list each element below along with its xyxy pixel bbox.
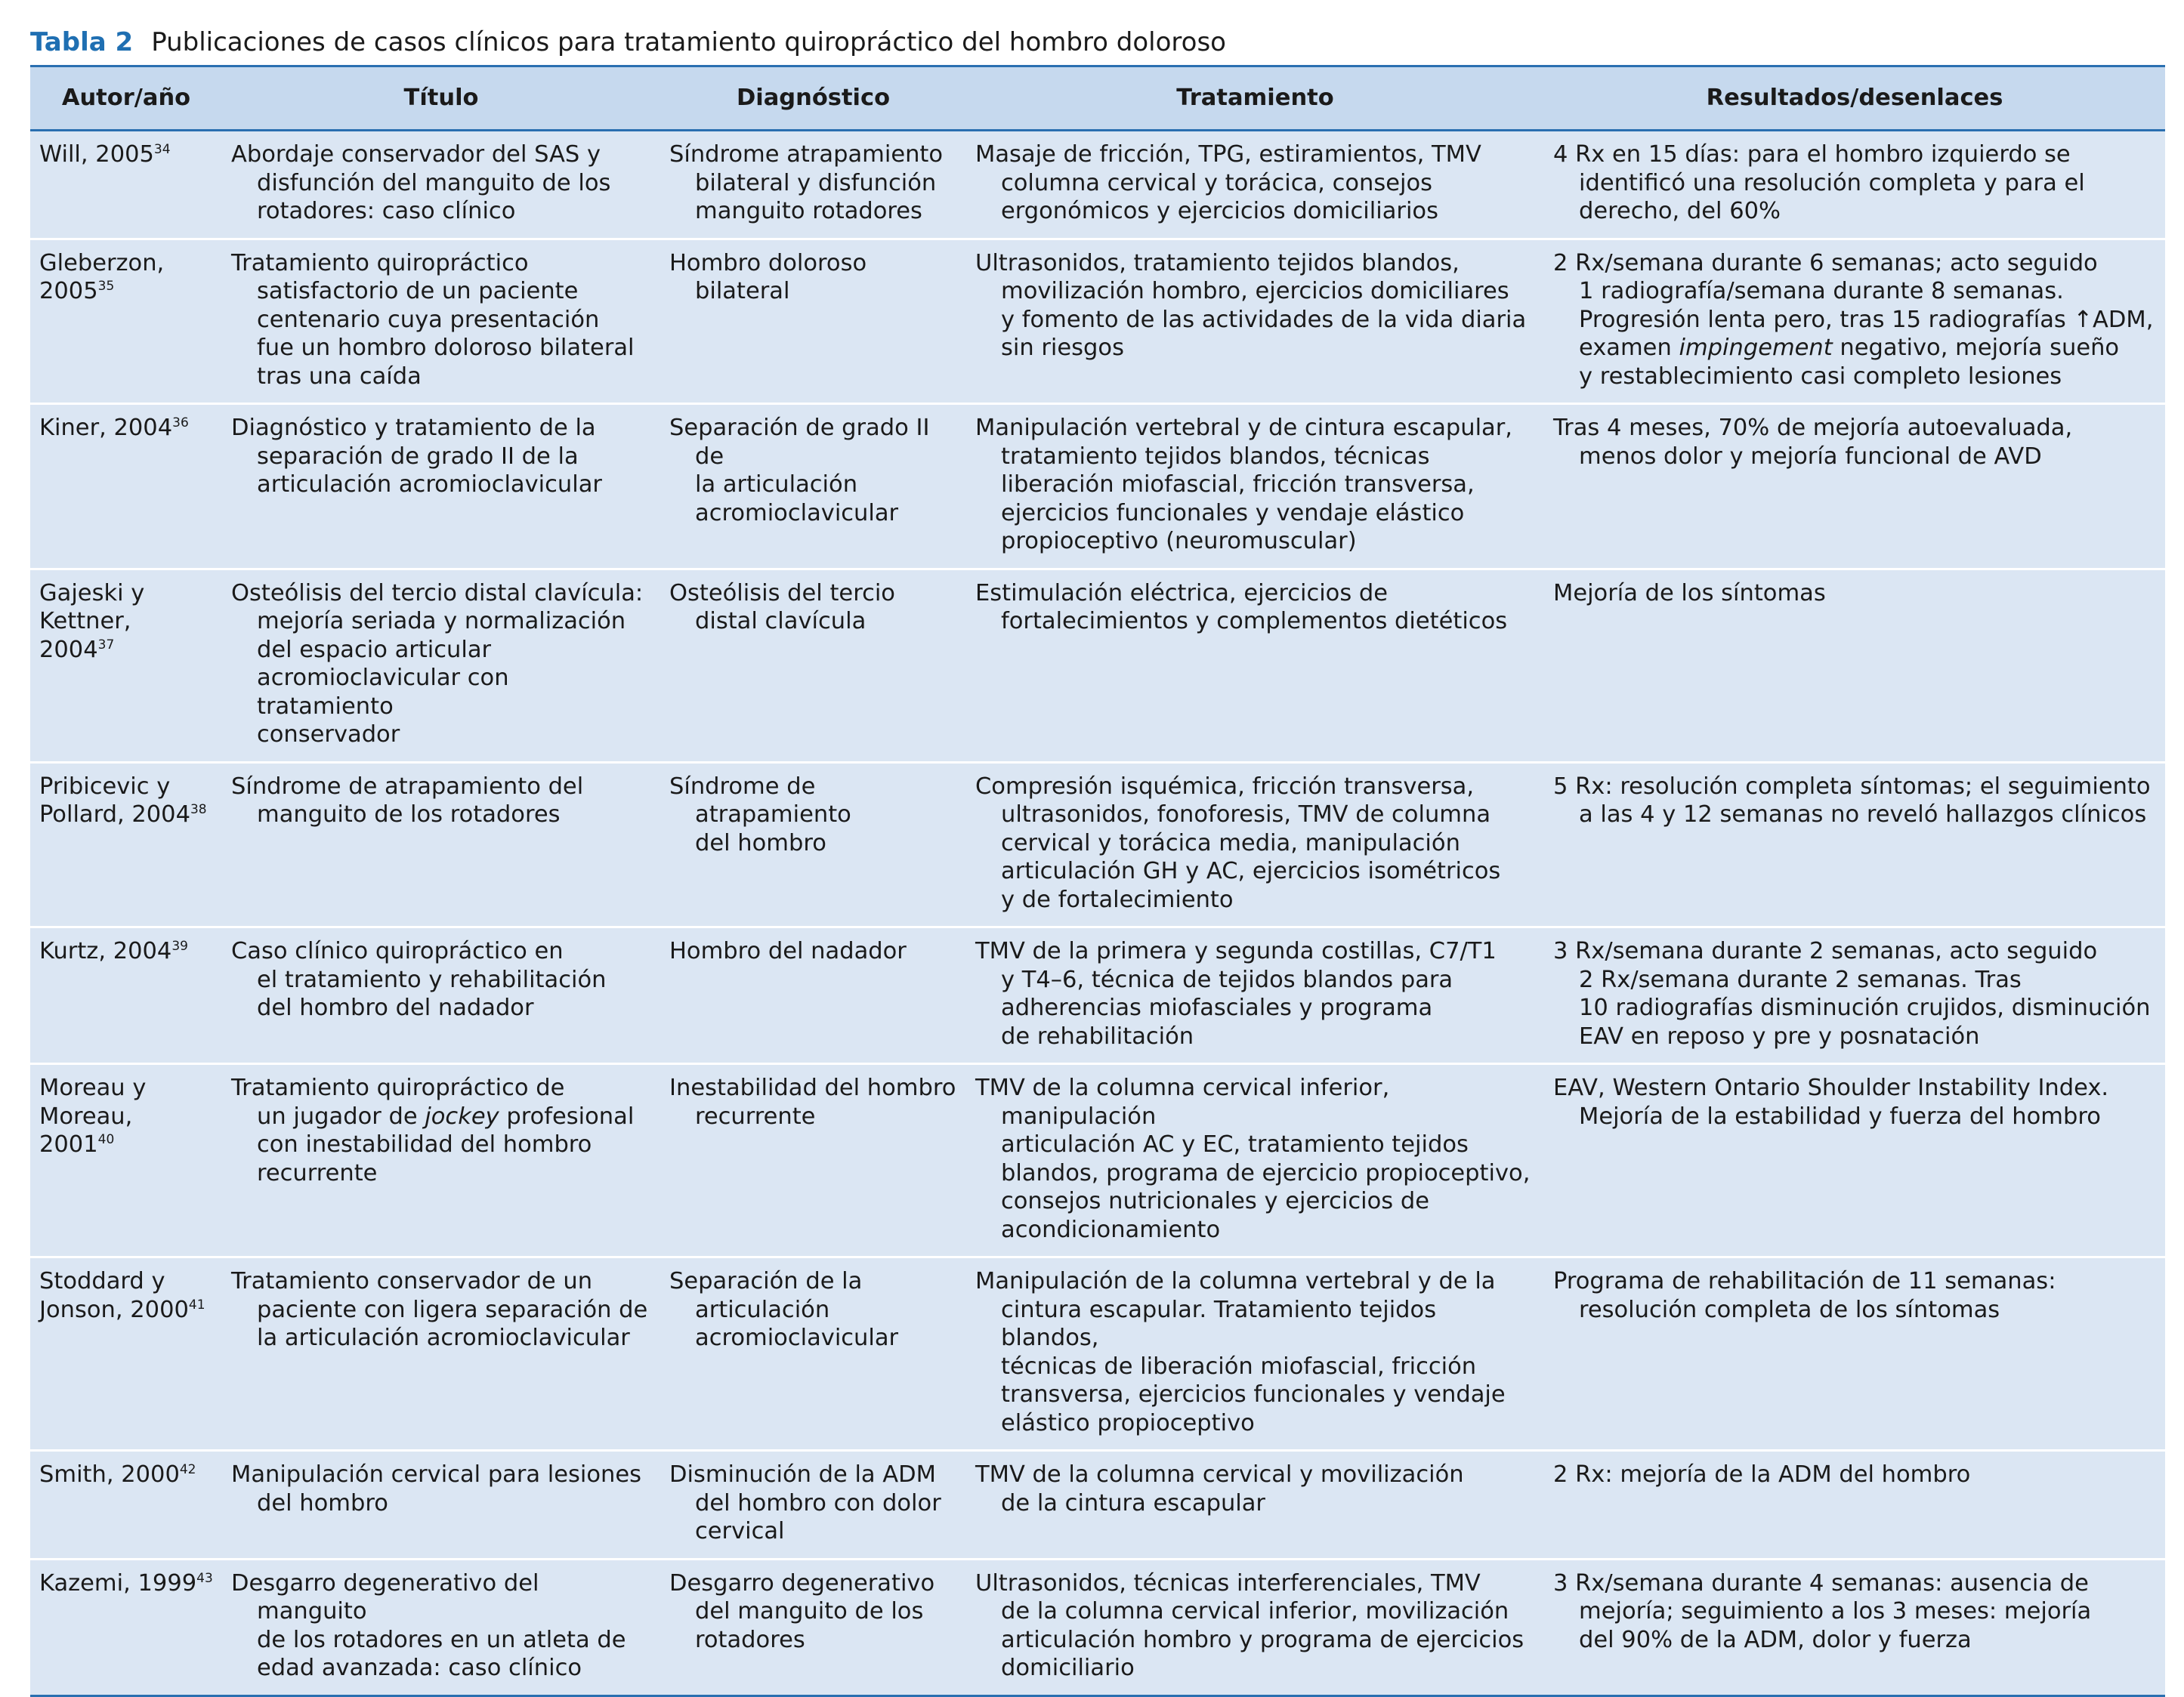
- cell-author-text: [39, 1569, 213, 1598]
- cell-diagnosis: [660, 404, 966, 569]
- table-row: [30, 1257, 2165, 1451]
- reference-number: 43: [196, 1570, 213, 1586]
- cell-diagnosis: [660, 927, 966, 1064]
- cell-author: [30, 927, 222, 1064]
- cell-treatment: [966, 762, 1544, 927]
- author-name: Kiner, 2004: [39, 415, 173, 441]
- cell-results: [1544, 762, 2165, 927]
- cell-author: [30, 1559, 222, 1695]
- cell-treatment: [966, 1257, 1544, 1451]
- cell-diagnosis: [660, 569, 966, 762]
- reference-number: 42: [179, 1461, 196, 1477]
- cell-diagnosis: [660, 1559, 966, 1695]
- cell-title-text: Diagnóstico y tratamiento de la separación de grado II de la articulación acromioclavicular: [231, 415, 602, 498]
- cell-treatment-text: TMV de la columna cervical y movilización de la cintura escapular: [975, 1461, 1464, 1517]
- cell-author-text: [39, 1267, 213, 1324]
- reference-number: 38: [190, 801, 207, 817]
- author-name: Will, 2005: [39, 141, 154, 168]
- cell-title: [222, 1559, 660, 1695]
- cell-title-text: Abordaje conservador del SAS y disfunción del manguito de los rotadores: caso clínico: [231, 141, 611, 224]
- cell-results-text: Mejoría de los síntomas: [1553, 579, 1826, 606]
- cell-diagnosis-text: Separación de grado II de la articulación acromioclavicular: [669, 415, 930, 526]
- column-header-title: Título: [222, 67, 660, 131]
- cell-results: [1544, 1064, 2165, 1257]
- cell-results: [1544, 239, 2165, 404]
- cell-results-text: 3 Rx/semana durante 2 semanas, acto seguido 2 Rx/semana durante 2 semanas. Tras 10 radiografías disminución crujidos, disminución EAV en reposo y pre y posnatación: [1553, 938, 2151, 1050]
- column-header-author: Autor/año: [30, 67, 222, 131]
- cell-title-text: Caso clínico quiropráctico en el tratamiento y rehabilitación del hombro del nadador: [231, 938, 607, 1021]
- cell-treatment: [966, 927, 1544, 1064]
- reference-number: 37: [97, 637, 115, 653]
- text-segment: profesional con inestabilidad del hombro recurrente: [257, 1103, 635, 1186]
- column-header-results: Resultados/desenlaces: [1544, 67, 2165, 131]
- cell-title-text: Tratamiento conservador de un paciente con ligera separación de la articulación acromioclavicular: [231, 1268, 648, 1351]
- cell-title: [222, 762, 660, 927]
- cell-author-text: [39, 579, 213, 665]
- cell-treatment: [966, 1451, 1544, 1560]
- cell-treatment-text: Ultrasonidos, tratamiento tejidos blandos, movilización hombro, ejercicios domiciliares y fomento de las actividades de la vida diaria sin riesgos: [975, 249, 1527, 361]
- table-row: [30, 927, 2165, 1064]
- author-name: Stoddard y Jonson, 2000: [39, 1268, 189, 1323]
- table-row: [30, 131, 2165, 239]
- italic-term: impingement: [1679, 335, 1833, 361]
- cell-results-text: 5 Rx: resolución completa síntomas; el seguimiento a las 4 y 12 semanas no reveló hallazgos clínicos: [1553, 773, 2151, 828]
- cell-diagnosis: [660, 762, 966, 927]
- cell-results: [1544, 1257, 2165, 1451]
- cell-author-text: [39, 1461, 213, 1489]
- cell-treatment: [966, 131, 1544, 239]
- author-name: Pribicevic y Pollard, 2004: [39, 773, 190, 828]
- cell-title: [222, 404, 660, 569]
- cell-results: [1544, 404, 2165, 569]
- cell-diagnosis-text: Separación de la articulación acromioclavicular: [669, 1268, 899, 1351]
- cell-treatment-text: TMV de la columna cervical inferior, manipulación articulación AC y EC, tratamiento tejidos blandos, programa de ejercicio propioceptivo, consejos nutricionales y ejercicios de acondicionamiento: [975, 1075, 1531, 1243]
- cell-diagnosis-text: Osteólisis del tercio distal clavícula: [669, 579, 895, 634]
- cell-author-text: [39, 1074, 213, 1159]
- cell-diagnosis-text: Inestabilidad del hombro recurrente: [669, 1075, 956, 1130]
- cell-title: [222, 131, 660, 239]
- cell-results: [1544, 927, 2165, 1064]
- table-row: [30, 1559, 2165, 1695]
- cell-title-text: Manipulación cervical para lesiones del hombro: [231, 1461, 642, 1517]
- cell-author-text: [39, 937, 213, 966]
- table-row: [30, 762, 2165, 927]
- cell-diagnosis-text: Desgarro degenerativo del manguito de los rotadores: [669, 1569, 935, 1653]
- reference-number: 40: [97, 1131, 115, 1147]
- cell-results-text: Programa de rehabilitación de 11 semanas: resolución completa de los síntomas: [1553, 1268, 2056, 1323]
- cell-diagnosis-text: Disminución de la ADM del hombro con dolor cervical: [669, 1461, 941, 1544]
- table-body: [30, 131, 2165, 1696]
- cell-author: [30, 569, 222, 762]
- cell-title: [222, 239, 660, 404]
- cell-treatment-text: Compresión isquémica, fricción transversa, ultrasonidos, fonoforesis, TMV de columna cervical y torácica media, manipulación articulación GH y AC, ejercicios isométricos y de fortalecimiento: [975, 773, 1501, 913]
- cell-treatment-text: Manipulación de la columna vertebral y de la cintura escapular. Tratamiento tejidos blandos, técnicas de liberación miofascial, fricción transversa, ejercicios funcionales y vendaje elástico propioceptivo: [975, 1268, 1506, 1436]
- cell-results-text: 4 Rx en 15 días: para el hombro izquierdo se identificó una resolución completa y para el derecho, del 60%: [1553, 141, 2085, 224]
- author-name: Smith, 2000: [39, 1461, 180, 1488]
- cell-results-text: EAV, Western Ontario Shoulder Instability Index. Mejoría de la estabilidad y fuerza del hombro: [1553, 1075, 2109, 1130]
- cell-author-text: [39, 249, 213, 306]
- cell-results-text: Tras 4 meses, 70% de mejoría autoevaluada, menos dolor y mejoría funcional de AVD: [1553, 415, 2073, 470]
- cell-diagnosis: [660, 1451, 966, 1560]
- cell-author: [30, 131, 222, 239]
- cell-treatment-text: Ultrasonidos, técnicas interferenciales, TMV de la columna cervical inferior, movilización articulación hombro y programa de ejercicios domiciliario: [975, 1569, 1524, 1681]
- cell-results: [1544, 1451, 2165, 1560]
- cell-treatment: [966, 1559, 1544, 1695]
- text-segment: 2 Rx/semana durante 6 semanas; acto seguido 1 radiografía/semana durante 8 semanas. Progresión lenta pero, tras 15 radiografías ↑ADM, examen: [1553, 249, 2154, 361]
- cell-title: [222, 1064, 660, 1257]
- author-name: Gleberzon, 2005: [39, 249, 165, 304]
- reference-number: 36: [172, 415, 189, 430]
- author-name: Gajeski y Kettner, 2004: [39, 579, 145, 663]
- reference-number: 41: [188, 1297, 205, 1313]
- cell-diagnosis: [660, 1064, 966, 1257]
- cell-author: [30, 762, 222, 927]
- text-segment: negativo, mejoría sueño y restablecimiento casi completo lesiones: [1579, 335, 2120, 390]
- cell-treatment-text: Masaje de fricción, TPG, estiramientos, TMV columna cervical y torácica, consejos ergonómicos y ejercicios domiciliarios: [975, 141, 1481, 224]
- text-segment: Tratamiento quiropráctico de un jugador de: [231, 1075, 565, 1130]
- cell-diagnosis: [660, 239, 966, 404]
- cell-treatment-text: Estimulación eléctrica, ejercicios de fortalecimientos y complementos dietéticos: [975, 579, 1508, 634]
- cell-results: [1544, 1559, 2165, 1695]
- table-caption: [30, 26, 1226, 59]
- table-row: [30, 569, 2165, 762]
- cell-author-text: [39, 414, 213, 443]
- cell-author: [30, 404, 222, 569]
- cell-treatment-text: Manipulación vertebral y de cintura escapular, tratamiento tejidos blandos, técnicas liberación miofascial, fricción transversa, ejercicios funcionales y vendaje elástico propioceptivo (neuromuscular): [975, 415, 1512, 554]
- reference-number: 34: [153, 141, 171, 157]
- author-name: Kazemi, 1999: [39, 1569, 197, 1597]
- cell-treatment-text: TMV de la primera y segunda costillas, C7/T1 y T4–6, técnica de tejidos blandos para adherencias miofasciales y programa de rehabilitación: [975, 938, 1497, 1050]
- table-title: Publicaciones de casos clínicos para tratamiento quiropráctico del hombro doloroso: [151, 27, 1226, 57]
- cell-title-text: Síndrome de atrapamiento del manguito de los rotadores: [231, 773, 584, 828]
- column-header-treatment: Tratamiento: [966, 67, 1544, 131]
- table-row: [30, 1451, 2165, 1560]
- cell-author: [30, 1451, 222, 1560]
- cell-diagnosis-text: Hombro del nadador: [669, 938, 907, 964]
- cell-results: [1544, 569, 2165, 762]
- cell-results: [1544, 131, 2165, 239]
- table-header-row: [30, 67, 2165, 131]
- cell-author-text: [39, 773, 213, 829]
- cell-diagnosis-text: Síndrome atrapamiento bilateral y disfunción manguito rotadores: [669, 141, 944, 224]
- cell-treatment: [966, 1064, 1544, 1257]
- reference-number: 39: [171, 938, 188, 954]
- cell-diagnosis-text: Síndrome de atrapamiento del hombro: [669, 773, 851, 856]
- italic-term: jockey: [425, 1103, 499, 1130]
- cell-title: [222, 569, 660, 762]
- cell-title-text: Osteólisis del tercio distal clavícula: mejoría seriada y normalización del espacio articular acromioclavicular con tratamiento conservador: [231, 579, 644, 748]
- cell-title-text: Desgarro degenerativo del manguito de los rotadores en un atleta de edad avanzada: caso clínico: [231, 1569, 626, 1681]
- cell-author: [30, 1064, 222, 1257]
- cell-author-text: [39, 140, 213, 169]
- cell-title-text: [231, 1074, 651, 1187]
- cell-author: [30, 1257, 222, 1451]
- cell-results-text: 3 Rx/semana durante 4 semanas: ausencia de mejoría; seguimiento a los 3 meses: mejoría del 90% de la ADM, dolor y fuerza: [1553, 1569, 2092, 1653]
- cell-author: [30, 239, 222, 404]
- cell-treatment: [966, 239, 1544, 404]
- column-header-diagnosis: Diagnóstico: [660, 67, 966, 131]
- cell-results-text: [1553, 249, 2156, 391]
- author-name: Kurtz, 2004: [39, 938, 172, 964]
- table-label: Tabla 2: [30, 27, 134, 57]
- reference-number: 35: [97, 278, 115, 294]
- table-row: [30, 239, 2165, 404]
- cell-diagnosis: [660, 131, 966, 239]
- cell-diagnosis: [660, 1257, 966, 1451]
- cell-title: [222, 1257, 660, 1451]
- table-row: [30, 1064, 2165, 1257]
- cell-title: [222, 1451, 660, 1560]
- author-name: Moreau y Moreau, 2001: [39, 1075, 147, 1158]
- case-reports-table: [30, 67, 2165, 1697]
- table-row: [30, 404, 2165, 569]
- cell-results-text: 2 Rx: mejoría de la ADM del hombro: [1553, 1461, 1971, 1488]
- cell-treatment: [966, 569, 1544, 762]
- cell-title-text: Tratamiento quiropráctico satisfactorio de un paciente centenario cuya presentación fue un hombro doloroso bilateral tras una caída: [231, 249, 635, 390]
- cell-treatment: [966, 404, 1544, 569]
- cell-title: [222, 927, 660, 1064]
- cell-diagnosis-text: Hombro doloroso bilateral: [669, 249, 867, 304]
